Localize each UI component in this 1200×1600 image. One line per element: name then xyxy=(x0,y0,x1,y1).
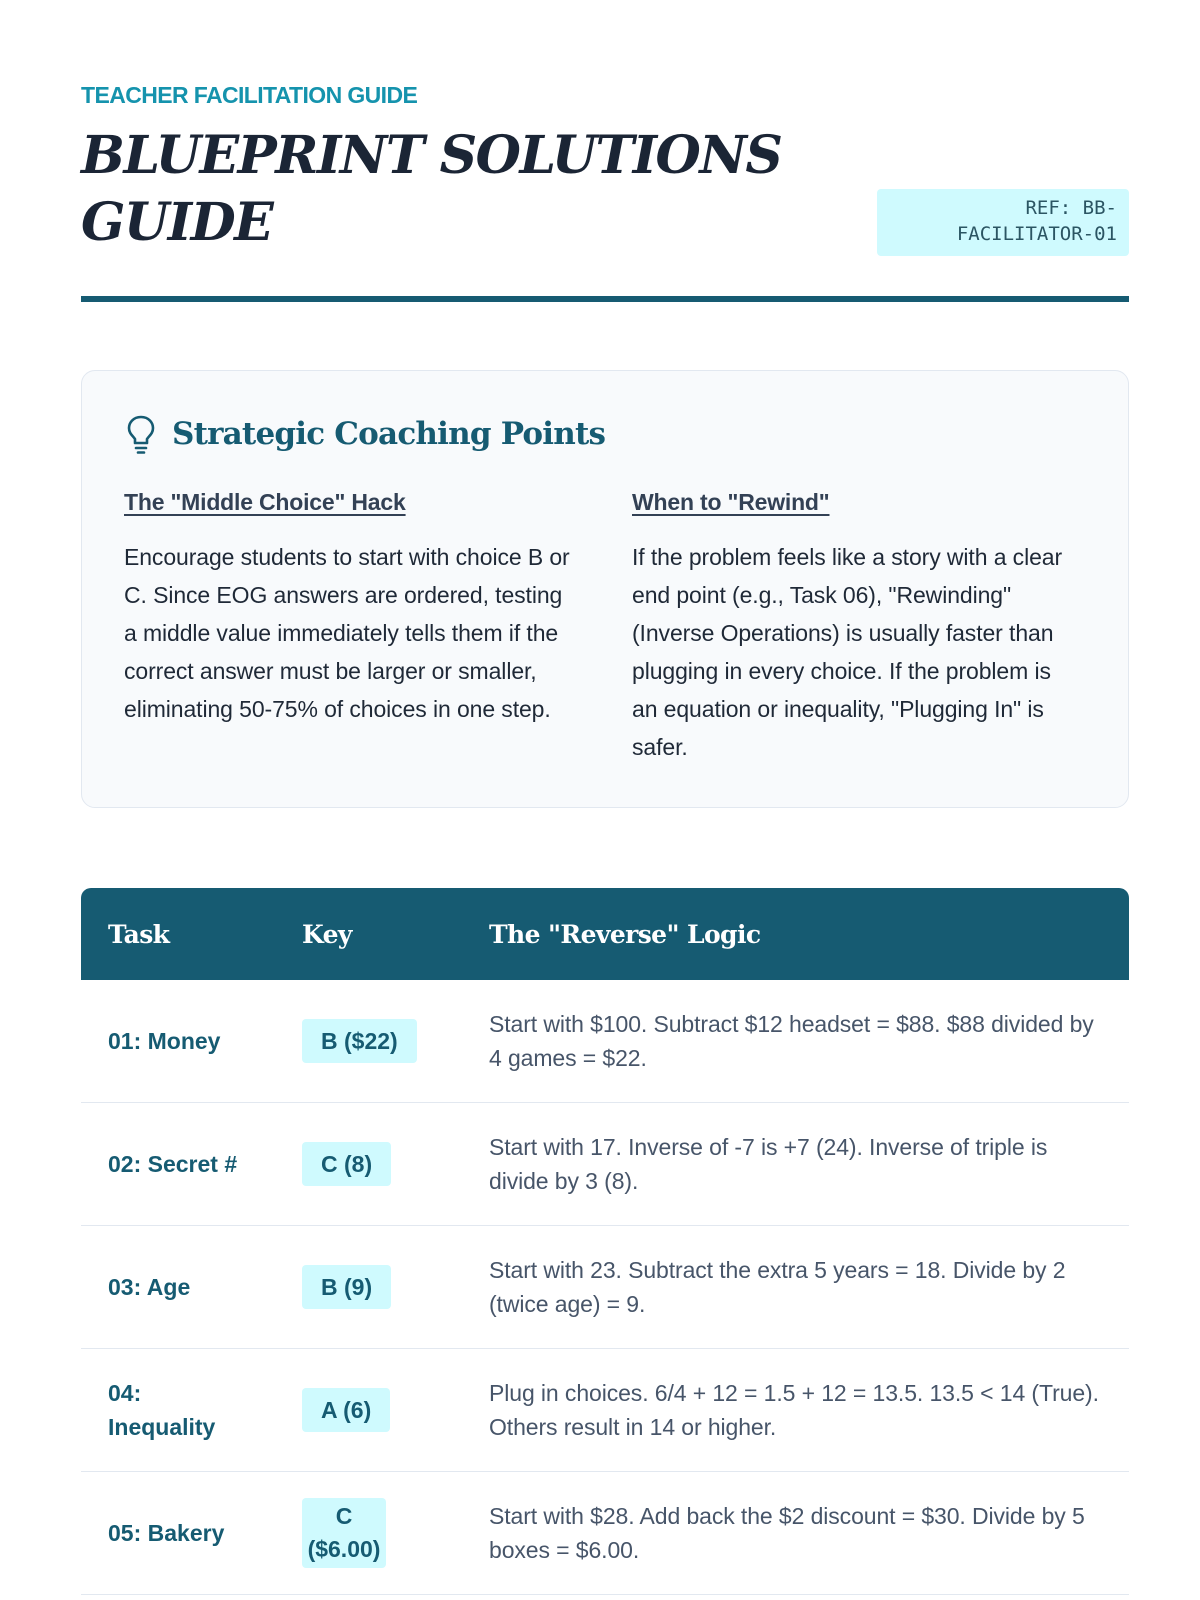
key-badge: C ($6.00) xyxy=(302,1498,386,1568)
table-row xyxy=(81,1103,1129,1226)
coaching-panel xyxy=(81,370,1129,808)
task-cell: 02: Secret # xyxy=(108,1151,238,1177)
coaching-header xyxy=(124,413,605,455)
header-key: Key xyxy=(302,919,352,949)
logic-cell: Start with $28. Add back the $2 discount = $30. Divide by 5 boxes = $6.00. xyxy=(489,1503,1085,1563)
table-header xyxy=(81,888,1129,980)
key-badge: B (9) xyxy=(302,1265,391,1309)
eyebrow-label: TEACHER FACILITATION GUIDE xyxy=(81,82,418,108)
key-badge: B ($22) xyxy=(302,1019,417,1063)
lightbulb-icon xyxy=(124,413,158,455)
coaching-column-rewind xyxy=(632,489,1082,766)
task-cell: 01: Money xyxy=(108,1028,221,1054)
page-title: BLUEPRINT SOLUTIONS GUIDE xyxy=(81,125,782,253)
table-row xyxy=(81,1226,1129,1349)
coaching-title: Strategic Coaching Points xyxy=(172,416,606,452)
logic-cell: Start with 17. Inverse of -7 is +7 (24). Inverse of triple is divide by 3 (8). xyxy=(489,1134,1048,1194)
header-logic: The "Reverse" Logic xyxy=(489,919,761,949)
middle-choice-body: Encourage students to start with choice B or C. Since EOG answers are ordered, testing a middle value immediately tells them if the correct answer must be larger or smaller, eliminating 50-75% of choices in one step. xyxy=(124,544,570,722)
task-cell: 03: Age xyxy=(108,1274,191,1300)
rewind-heading: When to "Rewind" xyxy=(632,489,830,515)
middle-choice-heading: The "Middle Choice" Hack xyxy=(124,489,406,515)
ref-badge: REF: BB-FACILITATOR-01 xyxy=(877,189,1129,256)
table-row xyxy=(81,980,1129,1103)
task-cell: 05: Bakery xyxy=(108,1520,225,1546)
rewind-body: If the problem feels like a story with a clear end point (e.g., Task 06), "Rewinding" (Inverse Operations) is usually faster than plugging in every choice. If the problem is an equation or inequality, "Plugging In" is safer. xyxy=(632,544,1063,760)
key-badge: A (6) xyxy=(302,1388,390,1432)
logic-cell: Start with $100. Subtract $12 headset = $88. $88 divided by 4 games = $22. xyxy=(489,1011,1094,1071)
header-task: Task xyxy=(108,919,170,949)
logic-cell: Plug in choices. 6/4 + 12 = 1.5 + 12 = 13.5. 13.5 < 14 (True). Others result in 14 or higher. xyxy=(489,1380,1099,1440)
header-divider xyxy=(81,296,1129,302)
task-cell: 04: Inequality xyxy=(108,1380,216,1440)
coaching-column-middle-choice xyxy=(124,489,579,728)
solutions-table xyxy=(81,888,1129,1595)
table-row xyxy=(81,1349,1129,1472)
key-badge: C (8) xyxy=(302,1142,391,1186)
table-row xyxy=(81,1472,1129,1595)
logic-cell: Start with 23. Subtract the extra 5 years = 18. Divide by 2 (twice age) = 9. xyxy=(489,1257,1066,1317)
